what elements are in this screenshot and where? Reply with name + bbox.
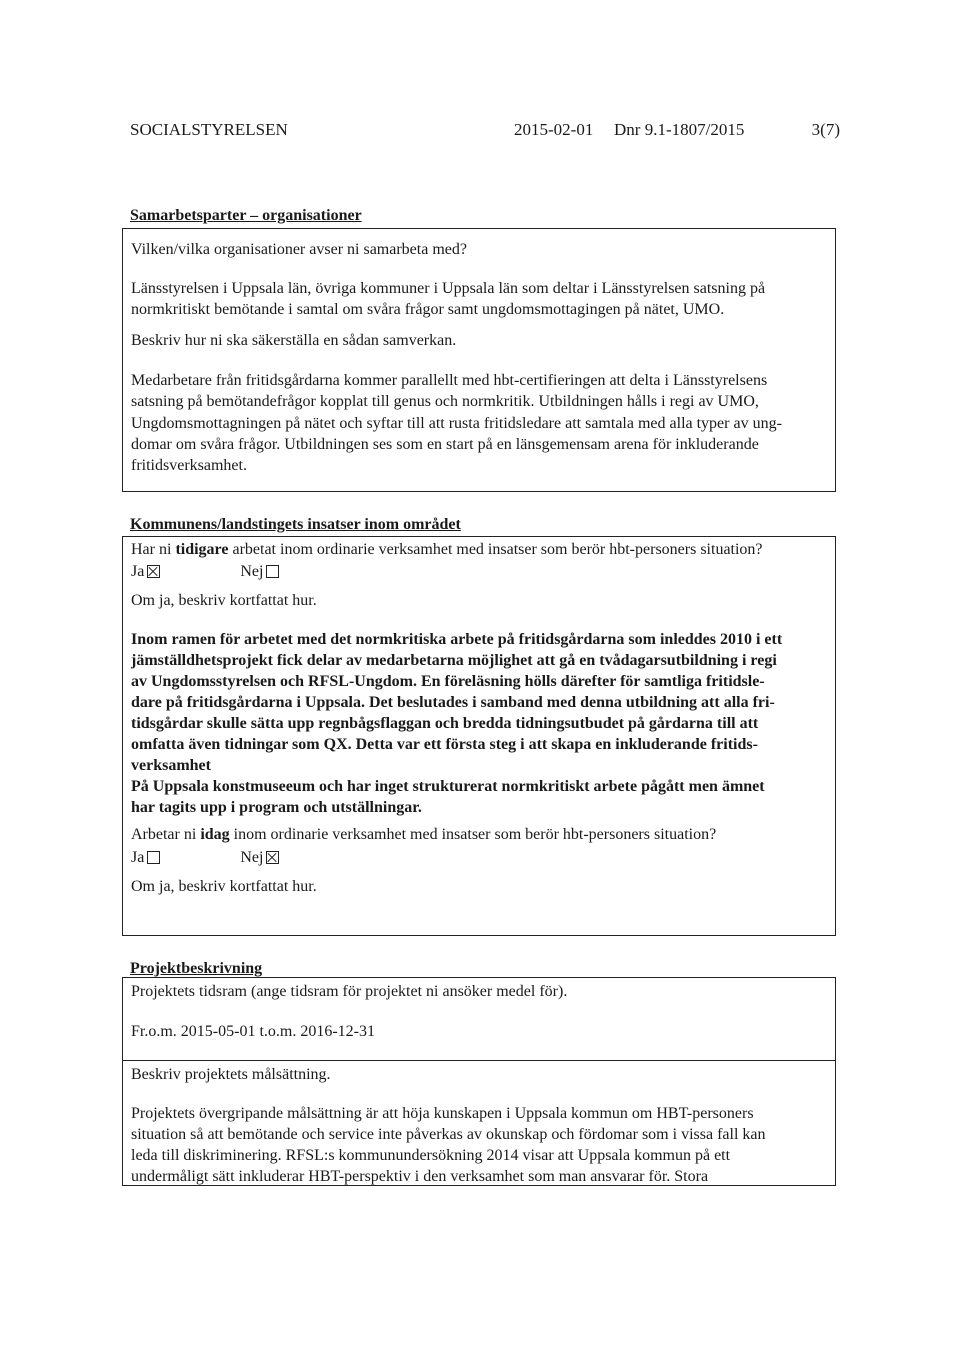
question-text: Arbetar ni: [131, 826, 201, 843]
ja-label: Ja: [131, 563, 145, 580]
answer-line: undermåligt sätt inkluderar HBT-perspektiv i den verksamhet som man ansvarar för. Stora: [131, 1168, 709, 1185]
section-box-project: [122, 977, 836, 1186]
answer-line: verksamhet: [131, 757, 211, 774]
checkbox-row-today: [131, 847, 279, 868]
nej-checkbox-today[interactable]: [266, 851, 279, 864]
describe-prompt: Om ja, beskriv kortfattat hur.: [131, 878, 317, 895]
question-text: arbetat inom ordinarie verksamhet med insatser som berör hbt-personers situation?: [228, 541, 763, 558]
question-text: inom ordinarie verksamhet med insatser som berör hbt-personers situation?: [229, 826, 717, 843]
question-cooperation: Beskriv hur ni ska säkerställa en sådan samverkan.: [131, 332, 457, 349]
header-date: 2015-02-01: [514, 120, 594, 139]
nej-label: Nej: [240, 563, 264, 580]
question-emphasis: tidigare: [175, 541, 229, 558]
answer-line: Inom ramen för arbetet med det normkritiska arbete på fritidsgårdarna som inleddes 2010 i ett: [131, 631, 783, 648]
question-partners: Vilken/vilka organisationer avser ni samarbeta med?: [131, 241, 467, 258]
page-header: [130, 120, 840, 144]
checkbox-row-previous: [131, 561, 279, 582]
question-today: [131, 824, 716, 845]
answer-line: jämställdhetsprojekt fick delar av medarbetarna möjlighet att gå en tvådagarsutbildning i regi: [131, 652, 777, 669]
answer-line: normkritiskt bemötande i samtal om svåra frågor samt ungdomsmottagingen på nätet, UMO.: [131, 301, 725, 318]
answer-line: domar om svåra frågor. Utbildningen ses som en start på en länsgemensam arena för inkluderande: [131, 436, 759, 453]
answer-line: dare på fritidsgårdarna i Uppsala. Det beslutades i samband med denna utbildning att alla fri-: [131, 694, 775, 711]
section-box-efforts: [122, 536, 836, 936]
answer-line: situation så att bemötande och service inte påverkas av okunskap och fördomar som i vissa fall kan: [131, 1126, 766, 1143]
answer-line: omfatta även tidningar som QX. Detta var ett första steg i att skapa en inkluderande fritids-: [131, 736, 758, 753]
ja-label: Ja: [131, 849, 145, 866]
describe-prompt: Om ja, beskriv kortfattat hur.: [131, 592, 317, 609]
answer-line: satsning på bemötandefrågor kopplat till genus och normkritik. Utbildningen hålls i regi av UMO,: [131, 393, 759, 410]
ja-checkbox-today[interactable]: [147, 851, 160, 864]
timeframe-value: Fr.o.m. 2015-05-01 t.o.m. 2016-12-31: [131, 1023, 375, 1040]
answer-line: leda till diskriminering. RFSL:s kommunundersökning 2014 visar att Uppsala kommun på ett: [131, 1147, 731, 1164]
question-emphasis: idag: [200, 826, 230, 843]
ja-checkbox-previous[interactable]: [147, 565, 160, 578]
section-title-partners: Samarbetsparter – organisationer: [130, 207, 362, 224]
nej-label: Nej: [240, 849, 264, 866]
answer-line: På Uppsala konstmuseeum och har inget strukturerat normkritiskt arbete pågått men ämnet: [131, 778, 765, 795]
question-text: Har ni: [131, 541, 176, 558]
answer-line: Länsstyrelsen i Uppsala län, övriga kommuner i Uppsala län som deltar i Länsstyrelsen satsning på: [131, 280, 766, 297]
header-dnr: Dnr 9.1-1807/2015: [614, 120, 745, 139]
answer-line: Ungdomsmottagningen på nätet och syftar till att rusta fritidsledare att samtala med alla typer av ung-: [131, 415, 782, 432]
question-previous: [131, 539, 763, 560]
answer-line: Medarbetare från fritidsgårdarna kommer parallellt med hbt-certifieringen att delta i Länsstyrelsens: [131, 372, 768, 389]
nej-checkbox-previous[interactable]: [266, 565, 279, 578]
section-title-project: Projektbeskrivning: [130, 960, 263, 977]
header-page-number: 3(7): [811, 120, 840, 139]
question-timeframe: Projektets tidsram (ange tidsram för projektet ni ansöker medel för).: [131, 983, 568, 1000]
answer-line: Projektets övergripande målsättning är att höja kunskapen i Uppsala kommun om HBT-personers: [131, 1105, 754, 1122]
answer-line: har tagits upp i program och utställningar.: [131, 799, 422, 816]
section-divider: [123, 1060, 835, 1061]
answer-line: fritidsverksamhet.: [131, 457, 247, 474]
answer-line: av Ungdomsstyrelsen och RFSL-Ungdom. En föreläsning hölls därefter för samtliga fritidsle-: [131, 673, 765, 690]
header-organization: SOCIALSTYRELSEN: [130, 120, 288, 139]
answer-line: tidsgårdar skulle sätta upp regnbågsflaggan och bredda tidningsutbudet på gårdarna till att: [131, 715, 759, 732]
section-title-efforts: Kommunens/landstingets insatser inom området: [130, 516, 461, 533]
question-goal: Beskriv projektets målsättning.: [131, 1066, 331, 1083]
section-box-partners: [122, 228, 836, 492]
